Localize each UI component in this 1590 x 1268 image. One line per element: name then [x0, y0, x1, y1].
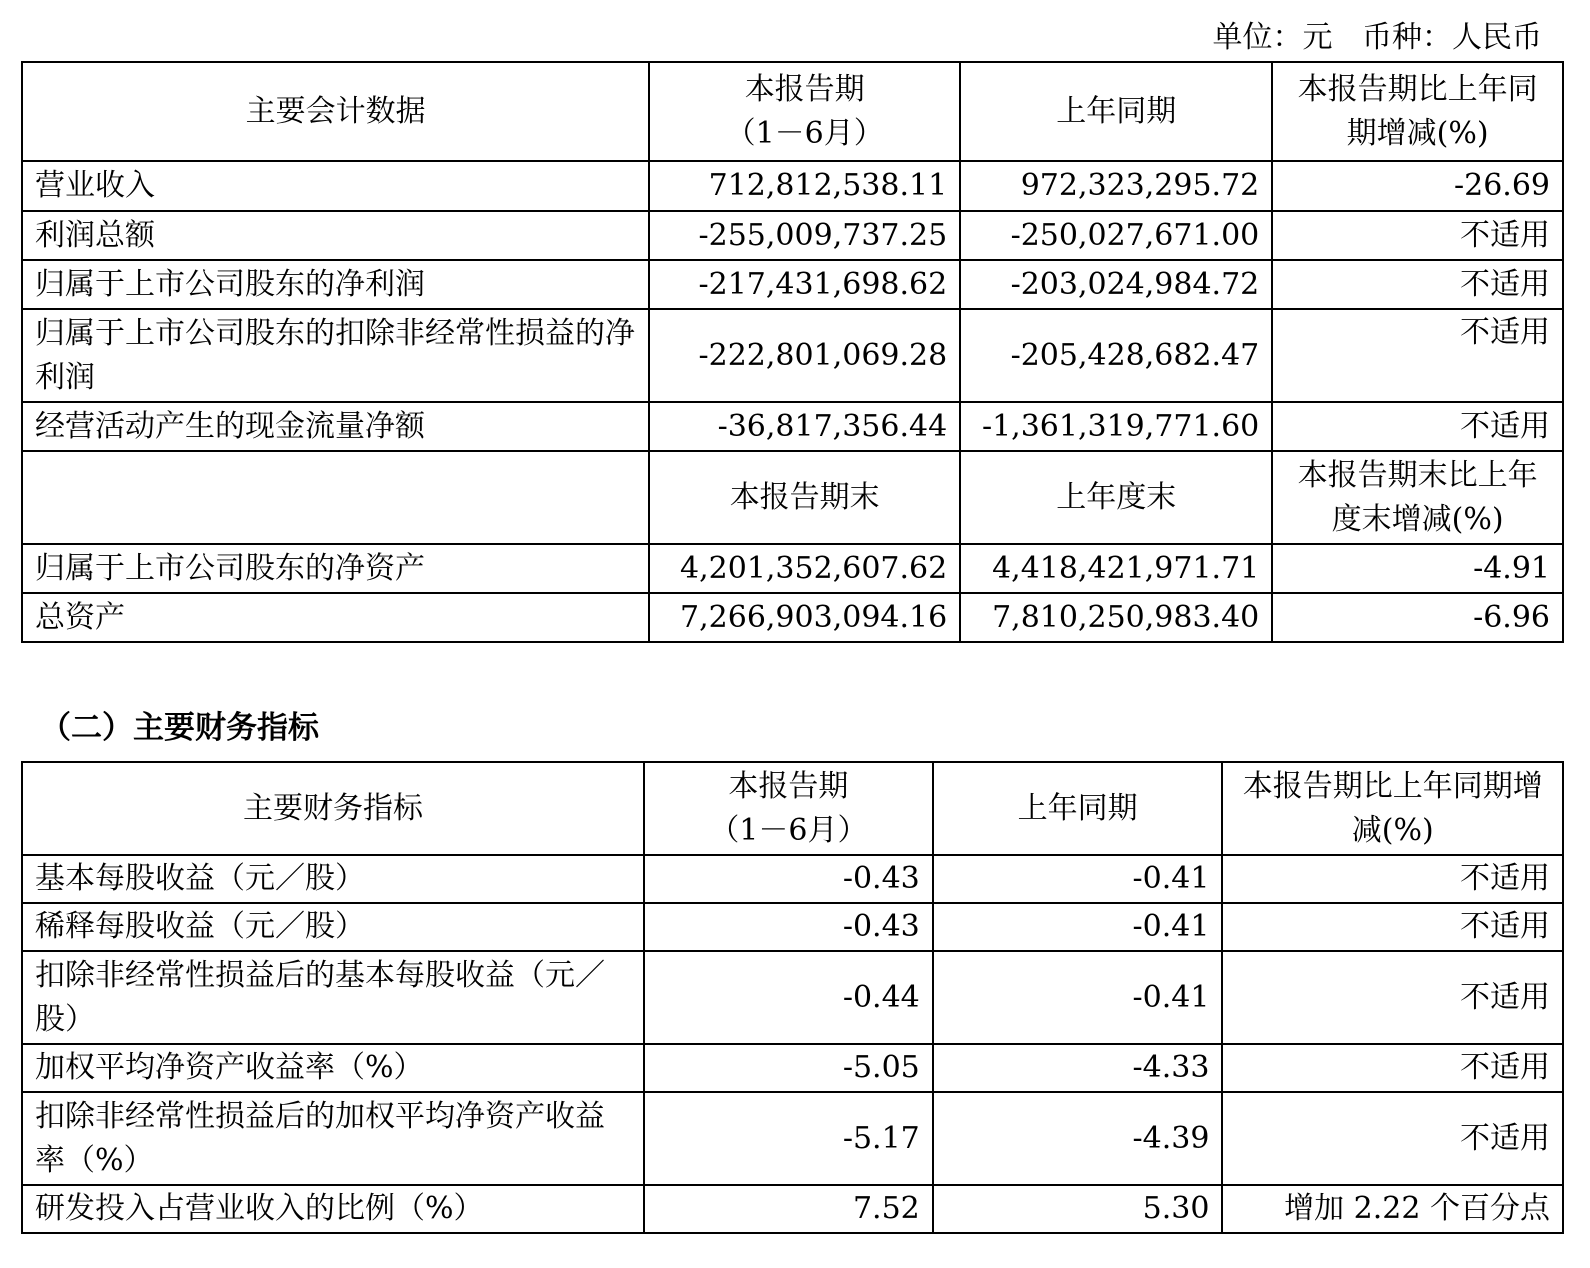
current-value: -222,801,069.28	[649, 309, 960, 402]
change-value: 不适用	[1222, 855, 1563, 903]
change-value: 不适用	[1272, 309, 1563, 402]
header-cell: 主要会计数据	[22, 62, 649, 161]
table-row	[22, 1185, 1563, 1233]
header-cell: 上年度末	[960, 451, 1272, 544]
row-label: 归属于上市公司股东的净利润	[22, 260, 649, 309]
current-value: -36,817,356.44	[649, 402, 960, 451]
prior-value: -0.41	[933, 951, 1223, 1044]
header-cell: 本报告期 （1－6月）	[649, 62, 960, 161]
change-value: 不适用	[1272, 402, 1563, 451]
current-value: -0.43	[644, 855, 933, 903]
header-cell: 主要财务指标	[22, 762, 644, 855]
header-cell: 本报告期 （1－6月）	[644, 762, 933, 855]
section-title: （二）主要财务指标	[40, 710, 319, 746]
row-label: 稀释每股收益（元／股）	[22, 903, 644, 951]
current-value: 4,201,352,607.62	[649, 544, 960, 593]
row-label: 加权平均净资产收益率（%）	[22, 1044, 644, 1092]
header-cell: 上年同期	[960, 62, 1272, 161]
prior-value: -4.39	[933, 1092, 1223, 1185]
table-row	[22, 855, 1563, 903]
prior-value: -205,428,682.47	[960, 309, 1272, 402]
current-value: -5.05	[644, 1044, 933, 1092]
prior-value: 972,323,295.72	[960, 161, 1272, 211]
header-cell: 上年同期	[933, 762, 1223, 855]
current-value: 7,266,903,094.16	[649, 593, 960, 642]
row-label: 利润总额	[22, 211, 649, 260]
unit-label: 单位：元	[1212, 20, 1333, 55]
current-value: 7.52	[644, 1185, 933, 1233]
table-subheader-row	[22, 451, 1563, 544]
table-header-row	[22, 62, 1563, 161]
change-value: 增加 2.22 个百分点	[1222, 1185, 1563, 1233]
prior-value: -0.41	[933, 855, 1223, 903]
table-header-row	[22, 762, 1563, 855]
prior-value: 4,418,421,971.71	[960, 544, 1272, 593]
row-label: 基本每股收益（元／股）	[22, 855, 644, 903]
table-row	[22, 593, 1563, 642]
prior-value: -1,361,319,771.60	[960, 402, 1272, 451]
table-row	[22, 903, 1563, 951]
main-accounting-data-table	[21, 61, 1564, 643]
current-value: -5.17	[644, 1092, 933, 1185]
change-value: -6.96	[1272, 593, 1563, 642]
row-label: 归属于上市公司股东的净资产	[22, 544, 649, 593]
table-row	[22, 161, 1563, 211]
header-cell	[22, 451, 649, 544]
prior-value: -203,024,984.72	[960, 260, 1272, 309]
financial-indicators-table	[21, 761, 1564, 1234]
header-cell: 本报告期末	[649, 451, 960, 544]
row-label: 总资产	[22, 593, 649, 642]
change-value: -26.69	[1272, 161, 1563, 211]
currency-label: 币种：人民币	[1362, 20, 1542, 55]
current-value: 712,812,538.11	[649, 161, 960, 211]
header-cell: 本报告期比上年同期增减(%)	[1222, 762, 1563, 855]
change-value: 不适用	[1272, 211, 1563, 260]
table-row	[22, 951, 1563, 1044]
prior-value: 7,810,250,983.40	[960, 593, 1272, 642]
change-value: 不适用	[1222, 903, 1563, 951]
prior-value: 5.30	[933, 1185, 1223, 1233]
table-row	[22, 260, 1563, 309]
change-value: 不适用	[1222, 1092, 1563, 1185]
current-value: -0.43	[644, 903, 933, 951]
change-value: 不适用	[1222, 951, 1563, 1044]
row-label: 经营活动产生的现金流量净额	[22, 402, 649, 451]
header-cell: 本报告期比上年同期增减(%)	[1272, 62, 1563, 161]
row-label: 扣除非经常性损益后的基本每股收益（元／股）	[22, 951, 644, 1044]
prior-value: -4.33	[933, 1044, 1223, 1092]
prior-value: -0.41	[933, 903, 1223, 951]
prior-value: -250,027,671.00	[960, 211, 1272, 260]
table-row	[22, 211, 1563, 260]
change-value: 不适用	[1272, 260, 1563, 309]
table-row	[22, 1044, 1563, 1092]
table-row	[22, 309, 1563, 402]
current-value: -255,009,737.25	[649, 211, 960, 260]
current-value: -0.44	[644, 951, 933, 1044]
table-row	[22, 544, 1563, 593]
change-value: 不适用	[1222, 1044, 1563, 1092]
row-label: 归属于上市公司股东的扣除非经常性损益的净利润	[22, 309, 649, 402]
row-label: 营业收入	[22, 161, 649, 211]
header-cell: 本报告期末比上年度末增减(%)	[1272, 451, 1563, 544]
row-label: 扣除非经常性损益后的加权平均净资产收益率（%）	[22, 1092, 644, 1185]
table-row	[22, 402, 1563, 451]
change-value: -4.91	[1272, 544, 1563, 593]
unit-currency-line	[1150, 14, 1542, 62]
row-label: 研发投入占营业收入的比例（%）	[22, 1185, 644, 1233]
current-value: -217,431,698.62	[649, 260, 960, 309]
table-row	[22, 1092, 1563, 1185]
